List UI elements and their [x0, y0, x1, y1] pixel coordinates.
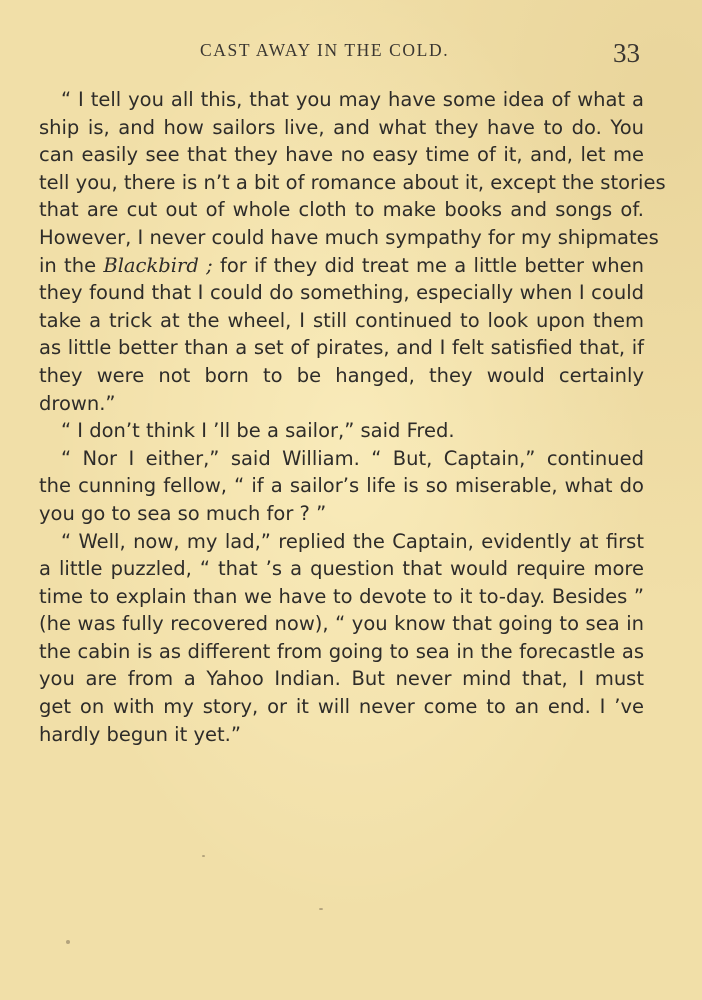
text-line: “ I tell you all this, that you may have some idea of what a [61, 88, 644, 111]
text-line: the cabin is as different from going to sea in the forecastle as [39, 639, 644, 663]
text-line: get on with my story, or it will never come to an end. I ’ve [39, 695, 644, 719]
text-line: “ I don’t think I ’ll be a sailor,” said Fred. [61, 419, 455, 443]
paper-speck [66, 940, 70, 944]
body-text [39, 86, 666, 748]
text-line: (he was fully recovered now), “ you know that going to sea in [39, 612, 644, 636]
running-head: CAST AWAY IN THE COLD. [200, 40, 450, 60]
text-line: ship is, and how sailors live, and what they have to do. You [39, 115, 644, 139]
page-number: 33 [613, 38, 640, 68]
text-line: However, I never could have much sympathy for my shipmates [39, 225, 659, 249]
text-line: drown.” [39, 391, 116, 415]
text-line: take a trick at the wheel, I still continued to look upon them [39, 308, 644, 332]
text-line: they found that I could do something, especially when I could [39, 281, 644, 305]
text-line-with-italic [39, 252, 644, 280]
text-line: they were not born to be hanged, they would certainly [39, 363, 644, 387]
text-line: that are cut out of whole cloth to make books and songs of. [39, 198, 644, 222]
text-line: as little better than a set of pirates, and I felt satisfied that, if [39, 336, 644, 360]
text-line: the cunning fellow, “ if a sailor’s life is so miserable, what do [39, 474, 644, 498]
text-line: you are from a Yahoo Indian. But never mind that, I must [39, 667, 644, 691]
paper-speck [319, 908, 323, 910]
text-line: hardly begun it yet.” [39, 722, 241, 746]
paper-speck [202, 855, 205, 857]
text-line: you go to sea so much for ? ” [39, 501, 327, 525]
text-segment: in the [39, 253, 104, 277]
text-line: “ Nor I either,” said William. “ But, Captain,” continued [61, 446, 644, 470]
text-line: “ Well, now, my lad,” replied the Captain, evidently at first [61, 529, 644, 553]
text-line: can easily see that they have no easy time of it, and, let me [39, 143, 644, 167]
text-segment: for if they did treat me a little better when [212, 253, 644, 277]
text-line: time to explain than we have to devote to it to-day. Besides ” [39, 584, 644, 608]
text-line: tell you, there is n’t a bit of romance about it, except the stories [39, 170, 666, 194]
text-line: a little puzzled, “ that ’s a question that would require more [39, 557, 644, 581]
ship-name-italic: Blackbird ; [103, 253, 213, 277]
